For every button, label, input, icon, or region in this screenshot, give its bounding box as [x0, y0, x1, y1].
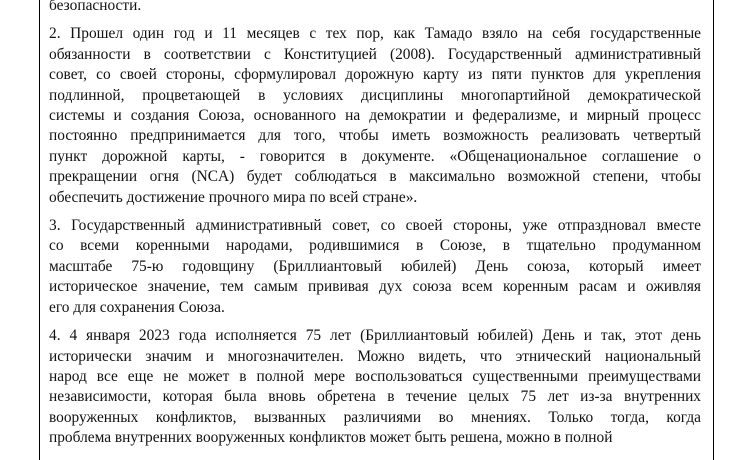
text-line: историческое значение, тем самым прививая дух союза всем коренным расам и оживляя: [49, 278, 701, 296]
text-line: масштабе 75-ю годовщину (Бриллиантовый юбилей) День союза, который имеет: [49, 257, 701, 275]
text-line: постоянно предпринимается для того, чтобы иметь возможность реализовать четвертый: [49, 127, 701, 145]
text-line: 3. Государственный административный совет, со своей стороны, уже отпраздновал вместе: [49, 217, 701, 235]
text-line: пункт дорожной карты, - говорится в документе. «Общенациональное соглашение о: [49, 147, 701, 165]
text-line: народ все еще не может в полной мере воспользоваться существенными преимуществами: [49, 367, 701, 385]
paragraph: [49, 24, 701, 208]
text-line: совет, со своей стороны, сформулировал дорожную карту из пяти пунктов для укрепления: [49, 66, 701, 84]
text-line: вооруженных конфликтов, вызванных различиями во мнениях. Только тогда, когда: [49, 408, 701, 426]
paragraph: [49, 0, 701, 16]
text-line: обеспечить достижение прочного мира по всей стране».: [49, 188, 418, 206]
text-line: его для сохранения Союза.: [49, 298, 225, 316]
document-body: [49, 0, 701, 449]
text-line: подлинной, процветающей в условиях дисциплины многопартийной демократической: [49, 86, 701, 104]
text-line: независимости, которая была вновь обретена в течение целых 75 лет из-за внутренних: [49, 388, 701, 406]
paragraph: [49, 326, 701, 448]
text-line: обязанности в соответствии с Конституцией (2008). Государственный административный: [49, 45, 701, 63]
text-line: прекращении огня (NCA) будет соблюдаться в максимально возможной степени, чтобы: [49, 168, 701, 186]
text-line: исторически значим и многозначителен. Можно видеть, что этнический национальный: [49, 347, 701, 365]
text-line: 4. 4 января 2023 года исполняется 75 лет (Бриллиантовый юбилей) День и так, этот день: [49, 327, 701, 345]
text-line: безопасности.: [49, 0, 142, 14]
text-line: системы и создания Союза, основанного на демократии и федерализме, и мирный процесс: [49, 107, 701, 125]
paragraph: [49, 216, 701, 318]
text-line: со всеми коренными народами, родившимися в Союзе, в тщательно продуманном: [49, 237, 701, 255]
text-line: 2. Прошел один год и 11 месяцев с тех пор, как Тамадо взяло на себя государственные: [49, 25, 701, 43]
text-line: проблема внутренних вооруженных конфликтов может быть решена, можно в полной: [49, 429, 613, 447]
